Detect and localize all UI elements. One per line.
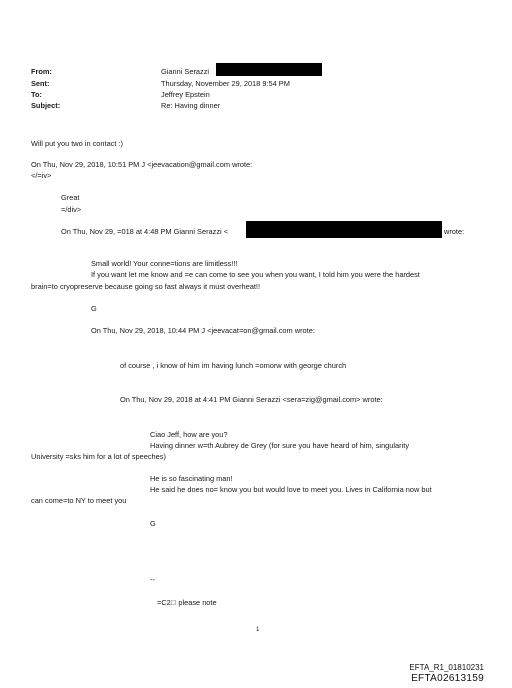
sent-label: Sent: [31, 79, 50, 88]
if-you-want-line: If you want let me know and =e can come to see you when you want, I told him you were the hardest [91, 270, 420, 279]
he-said-line: He said he does no= know you but would love to meet you. Lives in California now but [150, 485, 432, 494]
contact-line: Will put you two in contact :) [31, 139, 124, 148]
subject-value: Re: Having dinner [161, 101, 221, 110]
page-number: 1 [256, 627, 260, 633]
from-label: From: [31, 67, 52, 76]
sent-value: Thursday, November 29, 2018 9:54 PM [161, 79, 290, 88]
brain-line: brain=to cryopreserve because going so fast always it must overheat!! [31, 282, 261, 291]
can-come-line: can come=to NY to meet you [31, 496, 127, 505]
html-artifact-1: </=iv> [31, 171, 52, 180]
html-artifact-2: =/div> [61, 205, 82, 214]
signature-g: G [91, 304, 97, 313]
please-note-line: =C2  please note [157, 598, 217, 607]
of-course-line: of course , i know of him im having lunch =omorw with george church [120, 361, 347, 370]
quote-header-2: On Thu, Nov 29, =018 at 4:48 PM Gianni Serazzi < [61, 227, 229, 236]
signature-g: G [150, 519, 156, 528]
subject-label: Subject: [31, 101, 61, 110]
ciao-line: Ciao Jeff, how are you? [150, 430, 228, 439]
great-text: Great [61, 193, 80, 202]
document-id-small: EFTA_R1_01810231 [409, 663, 484, 672]
quote-header-2-end: wrote: [444, 227, 465, 236]
having-dinner-line: Having dinner w=th Aubrey de Grey (for sure you have heard of him, singularity [150, 441, 410, 450]
from-value: Gianni Serazzi [161, 67, 210, 76]
quote-header-1: On Thu, Nov 29, 2018, 10:51 PM J <jeevacation@gmail.com wrote: [31, 160, 253, 169]
redaction-block [216, 63, 322, 76]
document-id-large: EFTA02613159 [411, 673, 484, 684]
quote-header-3: On Thu, Nov 29, 2018, 10:44 PM J <jeevacat=on@gmail.com wrote: [91, 326, 315, 335]
quote-header-4: On Thu, Nov 29, 2018 at 4:41 PM Gianni Serazzi <sera=zig@gmail.com> wrote: [120, 395, 383, 404]
to-label: To: [31, 90, 42, 99]
redaction-block [246, 221, 442, 238]
to-value: Jeffrey Epstein [161, 90, 210, 99]
signature-dashes: -- [150, 575, 155, 584]
fascinating-line: He is so fascinating man! [150, 474, 233, 483]
small-world-line: Small world! Your conne=tions are limitless!!! [91, 259, 238, 268]
university-line: University =sks him for a lot of speeches) [31, 452, 166, 461]
